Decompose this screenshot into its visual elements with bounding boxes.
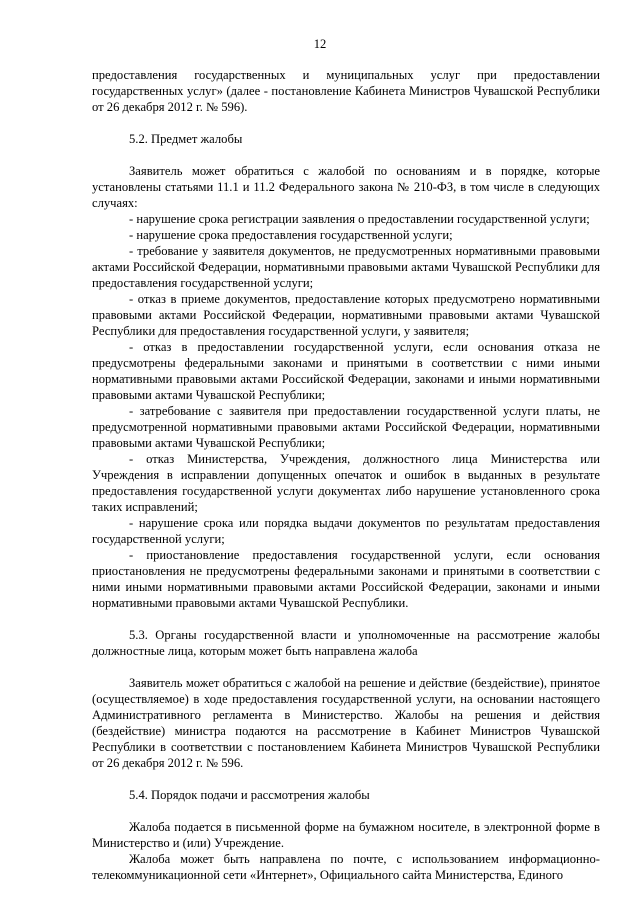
section-5-2-title: 5.2. Предмет жалобы bbox=[129, 132, 243, 146]
section-5-2-list-item: - нарушение срока или порядка выдачи документов по результатам предоставления государственной услуги; bbox=[92, 516, 600, 546]
section-5-2-list-item: - приостановление предоставления государственной услуги, если основания приостановления не предусмотрены федеральными законами и принятыми в соответствии с ними иными нормативными правовыми актами Российской Федерации, законами и иными нормативными правовыми актами Чувашской Республики. bbox=[92, 548, 600, 610]
section-5-4-title: 5.4. Порядок подачи и рассмотрения жалобы bbox=[129, 788, 370, 802]
page-number: 12 bbox=[313, 37, 327, 51]
section-5-4-paragraph: Жалоба может быть направлена по почте, с использованием информационно-телекоммуникационной сети «Интернет», Официального сайта Министерства, Единого bbox=[92, 852, 600, 882]
intro-paragraph: предоставления государственных и муниципальных услуг при предоставлении государственных услуг» (далее - постановление Кабинета Министров Чувашской Республики от 26 декабря 2012 г. № 596). bbox=[92, 68, 600, 114]
section-5-2-list-item: - отказ в приеме документов, предоставление которых предусмотрено нормативными правовыми актами Российской Федерации, нормативными правовыми актами Чувашской Республики для предоставления государственной услуги, у заявителя; bbox=[92, 292, 600, 338]
section-5-2-list-item: - требование у заявителя документов, не предусмотренных нормативными правовыми актами Российской Федерации, нормативными правовыми актами Чувашской Республики для предоставления государственной услуги; bbox=[92, 244, 600, 290]
section-5-3-title: 5.3. Органы государственной власти и уполномоченные на рассмотрение жалобы должностные лица, которым может быть направлена жалоба bbox=[92, 628, 600, 658]
section-5-2-list-item: - нарушение срока предоставления государственной услуги; bbox=[129, 228, 453, 242]
section-5-4-paragraph: Жалоба подается в письменной форме на бумажном носителе, в электронной форме в Министерство и (или) Учреждение. bbox=[92, 820, 600, 850]
section-5-2-list-item: - отказ в предоставлении государственной услуги, если основания отказа не предусмотрены федеральными законами и принятыми в соответствии с ними иными нормативными правовыми актами Российской Федерации, законами и иными нормативными правовыми актами Чувашской Республики; bbox=[92, 340, 600, 402]
section-5-2-list-item: - отказ Министерства, Учреждения, должностного лица Министерства или Учреждения в исправлении допущенных опечаток и ошибок в выданных в результате предоставления государственной услуги документах либо нарушение установленного срока таких исправлений; bbox=[92, 452, 600, 514]
section-5-2-paragraph: Заявитель может обратиться с жалобой по основаниям и в порядке, которые установлены статьями 11.1 и 11.2 Федерального закона № 210-ФЗ, в том числе в следующих случаях: bbox=[92, 164, 600, 210]
section-5-2-list-item: - нарушение срока регистрации заявления о предоставлении государственной услуги; bbox=[129, 212, 590, 226]
section-5-3-paragraph: Заявитель может обратиться с жалобой на решение и действие (бездействие), принятое (осуществляемое) в ходе предоставления государственной услуги, на основании настоящего Административного регламента в Министерство. Жалобы на решения и действия (бездействие) министра подаются на рассмотрение в Кабинет Министров Чувашской Республики в соответствии с постановлением Кабинета Министров Чувашской Республики от 26 декабря 2012 г. № 596. bbox=[92, 676, 600, 770]
section-5-2-list-item: - затребование с заявителя при предоставлении государственной услуги платы, не предусмотренной нормативными правовыми актами Российской Федерации, нормативными правовыми актами Чувашской Республики; bbox=[92, 404, 600, 450]
